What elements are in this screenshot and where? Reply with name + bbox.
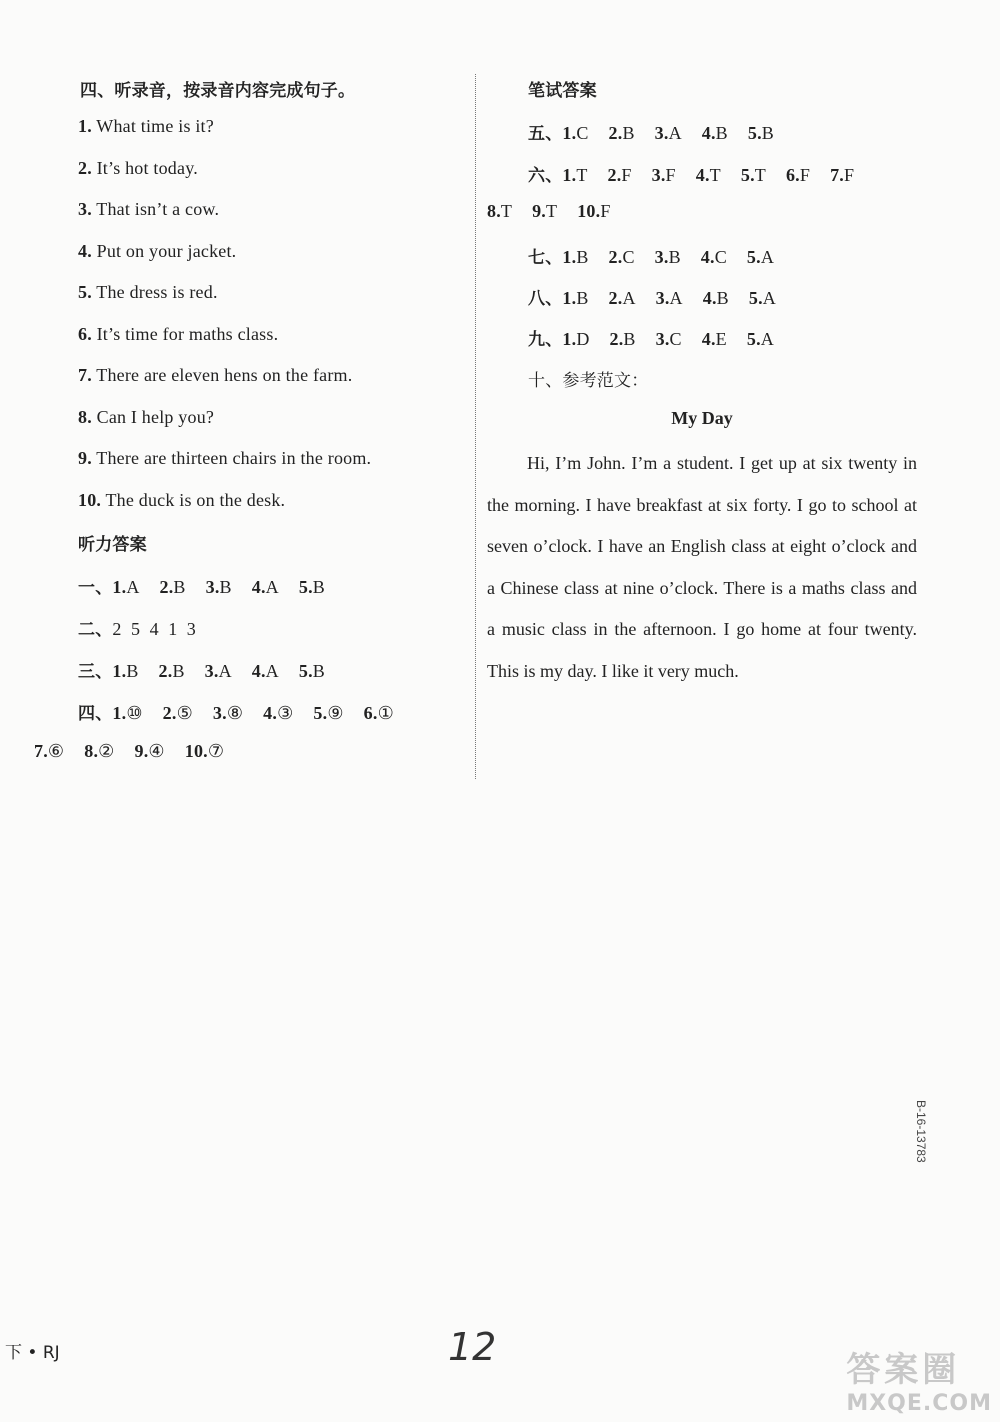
- answer-item-number: 1.: [562, 123, 577, 143]
- answer-item-value: A: [669, 288, 683, 308]
- answer-item: [532, 201, 557, 222]
- answer-item-value: ⑤: [176, 703, 193, 723]
- essay-title: My Day: [671, 408, 733, 428]
- answer-item-value: A: [218, 661, 232, 681]
- answer-item: [741, 165, 766, 186]
- answer-item-number: 5.: [746, 247, 761, 267]
- answer-item-value: B: [715, 123, 728, 143]
- answer-item: [213, 703, 243, 724]
- answer-item-number: 4.: [702, 288, 717, 308]
- answer-item: [562, 123, 588, 144]
- answer-row-prefix: 六、: [528, 166, 563, 186]
- answer-item: [112, 703, 142, 724]
- answer-item-number: 5.: [298, 661, 313, 681]
- answer-item: [562, 288, 588, 309]
- sentence-text: It’s hot today.: [96, 157, 198, 178]
- sentence-text: There are eleven hens on the farm.: [96, 365, 353, 385]
- answer-item-value: A: [265, 661, 279, 681]
- answer-item-value: F: [600, 201, 611, 221]
- answer-item-value: A: [126, 577, 140, 597]
- answer-item: [608, 165, 632, 186]
- answer-item: [702, 123, 728, 144]
- answer-item: [299, 577, 325, 598]
- answer-item: [747, 329, 774, 350]
- sentence-line: [78, 490, 285, 511]
- answer-item: [562, 247, 588, 268]
- answer-item: [696, 165, 721, 186]
- answer-row-prefix: 七、: [528, 248, 563, 268]
- sentence-number: 5.: [78, 282, 92, 302]
- answer-item-number: 3.: [654, 247, 669, 267]
- answer-item: [610, 329, 636, 350]
- answer-item-number: 5.: [748, 288, 763, 308]
- answer-item-number: 1.: [562, 165, 577, 185]
- answer-row-prefix: 三、: [78, 662, 113, 682]
- answer-item-number: 10.: [577, 201, 601, 221]
- answer-item-value: C: [622, 247, 635, 267]
- answer-item-value: F: [799, 165, 811, 185]
- watermark-logo: [846, 1342, 992, 1416]
- answer-row: [528, 284, 796, 309]
- sentence-number: 10.: [78, 489, 102, 510]
- answer-item-value: F: [844, 165, 855, 185]
- answer-item-number: 3.: [651, 165, 666, 185]
- answer-row: [78, 573, 345, 598]
- answer-item-value: F: [665, 165, 676, 185]
- answer-item-value: B: [622, 123, 635, 143]
- side-code: B-16-13783: [914, 1100, 928, 1163]
- answer-item-number: 1.: [562, 247, 577, 267]
- essay-body: Hi, I’m John. I’m a student. I get up at six twenty in the morning. I have breakfast at six forty. I go to school at seven o’clock. I have an English class at eight o’clock and a Chinese class at nine o’clock. There is a maths class and a music class in the afternoon. I go home at four twenty. This is my day. I like it very much.: [487, 453, 917, 681]
- answer-item-number: 2.: [608, 288, 623, 308]
- answer-item: [112, 661, 138, 682]
- sentence-number: 7.: [78, 365, 92, 385]
- answer-item: [159, 661, 185, 682]
- answer-row-prefix: 五、: [528, 124, 563, 144]
- answer-item: [206, 577, 232, 598]
- answer-item-number: 4.: [251, 577, 266, 597]
- answer-item: [609, 288, 636, 309]
- answer-item: [702, 329, 727, 350]
- sentence-text: What time is it?: [96, 116, 214, 136]
- listening-answers-title: 听力答案: [78, 535, 147, 555]
- answer-row-prefix: 二、: [78, 620, 113, 640]
- sentence-text: Put on your jacket.: [96, 240, 237, 261]
- sentence-line: [78, 199, 219, 220]
- answer-item: [185, 741, 224, 762]
- footer-label: 下 • RJ: [5, 1343, 60, 1363]
- answer-item-value: ⑨: [327, 703, 344, 723]
- answer-item-number: 2.: [158, 661, 173, 681]
- answer-item: [609, 247, 635, 268]
- answer-row: [528, 119, 794, 144]
- sentence-number: 8.: [78, 406, 92, 427]
- answer-item-value: E: [715, 329, 727, 349]
- sentence-number: 9.: [78, 448, 92, 468]
- answer-item-value: T: [576, 165, 588, 185]
- answer-item-number: 3.: [205, 577, 220, 597]
- answer-row: [78, 657, 345, 682]
- answer-item: [652, 165, 676, 186]
- answer-item-value: D: [576, 329, 590, 349]
- answer-item-number: 4.: [695, 165, 710, 185]
- sentence-number: 4.: [78, 240, 92, 261]
- answer-item-value: C: [714, 247, 727, 267]
- answer-item-number: 2.: [607, 165, 622, 185]
- answer-item-number: 1.: [562, 329, 577, 349]
- answer-item-number: 3.: [655, 329, 670, 349]
- answer-item: [263, 703, 293, 724]
- answer-row: [78, 699, 414, 724]
- sentence-number: 6.: [78, 323, 92, 344]
- answer-row: [34, 741, 244, 762]
- answer-item: [562, 329, 589, 350]
- sentence-text: It’s time for maths class.: [96, 323, 279, 344]
- answer-item-value: ⑦: [207, 741, 225, 761]
- answer-row-prefix: 四、: [78, 704, 113, 724]
- answer-item: [748, 123, 774, 144]
- sentence-line: [78, 365, 352, 386]
- answer-item: [160, 577, 186, 598]
- answer-item: [656, 329, 682, 350]
- answer-item-value: A: [622, 288, 636, 308]
- answer-item-value: B: [576, 247, 589, 267]
- answer-item-number: 4.: [701, 329, 716, 349]
- answer-item-number: 4.: [701, 123, 716, 143]
- answer-item: [655, 247, 681, 268]
- answer-item-number: 9.: [532, 201, 547, 221]
- answer-item-number: 2.: [159, 577, 174, 597]
- answer-item: [299, 661, 325, 682]
- answer-item-value: B: [126, 661, 139, 681]
- answer-item: [562, 165, 587, 186]
- answer-item-number: 1.: [562, 288, 577, 308]
- answer-item-number: 5.: [298, 577, 313, 597]
- sentence-line: [78, 448, 371, 469]
- answer-item-value: C: [576, 123, 589, 143]
- answer-item: [135, 741, 165, 762]
- answer-row: [528, 325, 794, 350]
- answer-item-value: ③: [277, 703, 294, 723]
- sentence-text: The dress is red.: [96, 282, 218, 302]
- answer-item-number: 4.: [251, 661, 266, 681]
- answer-item-value: ④: [148, 741, 165, 761]
- sentence-number: 2.: [78, 157, 92, 178]
- answer-item-value: B: [219, 577, 232, 597]
- answer-row-prefix: 一、: [78, 578, 113, 598]
- sentence-text: The duck is on the desk.: [105, 489, 286, 510]
- answer-item-number: 6.: [363, 703, 378, 723]
- answer-item: [577, 201, 610, 222]
- answer-item-number: 3.: [204, 661, 219, 681]
- sentence-number: 1.: [78, 116, 92, 136]
- answer-item-number: 5.: [740, 165, 755, 185]
- answer-row: [528, 243, 794, 268]
- answer-item: [655, 123, 682, 144]
- sample-essay-label: 十、参考范文：: [528, 371, 649, 391]
- page-number: 12: [448, 1325, 497, 1369]
- answer-row: [487, 201, 631, 222]
- answer-item: [786, 165, 810, 186]
- answer-item-number: 7.: [34, 741, 48, 761]
- answer-item: [252, 661, 279, 682]
- answer-item-number: 1.: [112, 661, 127, 681]
- answer-item-value: B: [623, 329, 636, 349]
- answer-item-value: ①: [377, 703, 394, 723]
- answer-row: [78, 615, 196, 640]
- answer-item-number: 1.: [112, 703, 127, 723]
- answer-order: 2 5 4 1 3: [112, 619, 197, 639]
- answer-item-number: 2.: [609, 329, 624, 349]
- answer-item: [364, 703, 394, 724]
- answer-item-value: B: [312, 577, 325, 597]
- sentence-line: [78, 282, 218, 303]
- answer-item-number: 4.: [700, 247, 715, 267]
- column-divider: [475, 74, 476, 779]
- answer-item: [163, 703, 193, 724]
- answer-item-value: A: [265, 577, 279, 597]
- sentence-text: Can I help you?: [96, 406, 215, 427]
- answer-item: [84, 741, 114, 762]
- answer-item-value: A: [762, 288, 776, 308]
- sentence-text: There are thirteen chairs in the room.: [96, 448, 372, 468]
- answer-item-value: ⑩: [126, 703, 143, 723]
- answer-item-value: T: [709, 165, 721, 185]
- answer-item-number: 2.: [608, 247, 623, 267]
- answer-item: [609, 123, 635, 144]
- answer-item: [703, 288, 729, 309]
- answer-row-prefix: 八、: [528, 289, 563, 309]
- answer-item-number: 6.: [785, 165, 800, 185]
- sentence-text: That isn’t a cow.: [96, 199, 220, 219]
- answer-item-number: 7.: [830, 165, 845, 185]
- answer-item-value: ⑧: [226, 703, 244, 723]
- answer-item: [487, 201, 512, 222]
- answer-item-number: 2.: [608, 123, 623, 143]
- answer-item-value: C: [669, 329, 682, 349]
- answer-item-value: B: [172, 661, 185, 681]
- answer-item-number: 3.: [212, 703, 227, 723]
- answer-item-value: F: [621, 165, 632, 185]
- written-answers-title: 笔试答案: [528, 81, 597, 101]
- answer-item: [313, 703, 343, 724]
- answer-item-value: A: [760, 329, 774, 349]
- answer-item: [34, 741, 64, 762]
- answer-row: [528, 161, 874, 186]
- watermark-url: MXQE.COM: [846, 1391, 992, 1416]
- answer-item: [656, 288, 683, 309]
- sentence-line: [78, 116, 214, 137]
- answer-item-number: 5.: [313, 703, 328, 723]
- answer-item: [252, 577, 279, 598]
- answer-item: [112, 577, 139, 598]
- answer-item-number: 1.: [112, 577, 127, 597]
- answer-item-value: T: [754, 165, 766, 185]
- answer-item-number: 2.: [162, 703, 177, 723]
- answer-item-value: B: [312, 661, 325, 681]
- answer-item: [747, 247, 774, 268]
- answer-item-value: T: [546, 201, 558, 221]
- answer-item-number: 8.: [84, 741, 99, 761]
- answer-item-value: B: [761, 123, 775, 143]
- answer-item-value: B: [668, 247, 681, 267]
- answer-item-number: 3.: [654, 123, 669, 143]
- answer-item-number: 5.: [746, 329, 761, 349]
- answer-item: [701, 247, 727, 268]
- answer-item-value: ②: [98, 741, 115, 761]
- answer-item-value: B: [576, 288, 589, 308]
- answer-item: [749, 288, 776, 309]
- answer-item-number: 10.: [184, 741, 208, 761]
- answer-item-value: B: [716, 288, 729, 308]
- answer-item-value: A: [668, 123, 682, 143]
- answer-item-value: A: [760, 247, 775, 267]
- answer-item-number: 4.: [263, 703, 278, 723]
- section-title-dictation: 四、听录音，按录音内容完成句子。: [80, 81, 356, 101]
- sentence-line: [78, 407, 214, 428]
- answer-item-value: B: [173, 577, 186, 597]
- watermark-title: 答案圈: [846, 1350, 961, 1390]
- answer-item-value: ⑥: [47, 741, 65, 761]
- answer-item-number: 9.: [134, 741, 149, 761]
- sentence-line: [78, 158, 198, 179]
- answer-item-number: 8.: [487, 201, 501, 221]
- answer-item-number: 5.: [747, 123, 762, 143]
- sentence-line: [78, 241, 236, 262]
- answer-row-prefix: 九、: [528, 330, 563, 350]
- sentence-line: [78, 324, 278, 345]
- answer-item: [205, 661, 232, 682]
- sentence-number: 3.: [78, 199, 92, 219]
- answer-item-number: 3.: [655, 288, 670, 308]
- answer-item-value: T: [500, 201, 513, 221]
- answer-item: [830, 165, 854, 186]
